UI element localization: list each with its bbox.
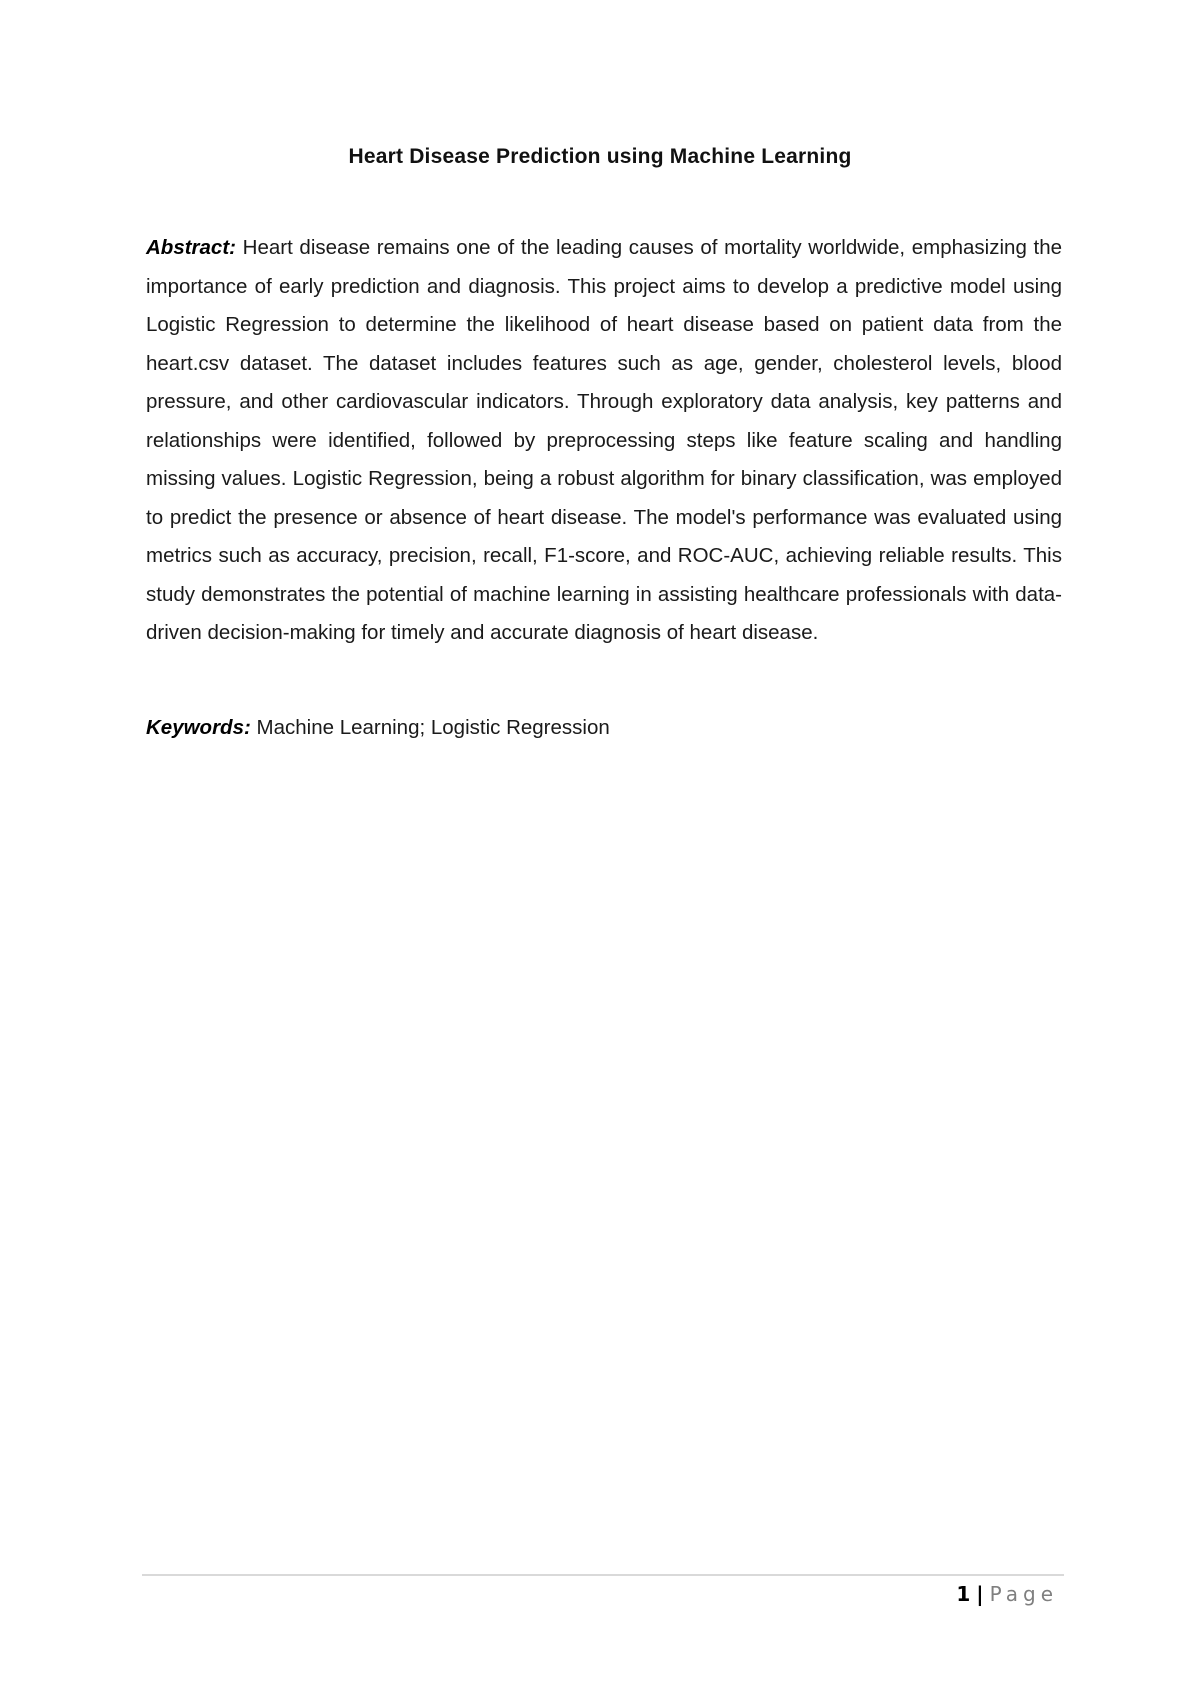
footer-separator: | [976, 1582, 984, 1606]
page-label: Page [989, 1582, 1058, 1606]
abstract-label: Abstract: [146, 236, 236, 259]
page-footer [956, 1582, 1058, 1606]
keywords-text: Machine Learning; Logistic Regression [256, 716, 610, 739]
keywords-label: Keywords: [146, 716, 251, 739]
page-number: 1 [956, 1582, 971, 1606]
footer-divider [142, 1574, 1064, 1576]
abstract-text: Heart disease remains one of the leading causes of mortality worldwide, emphasizing the importance of early prediction and diagnosis. This project aims to develop a predictive model using Logistic Regression to determine the likelihood of heart disease based on patient data from the heart.csv dataset. The dataset includes features such as age, gender, cholesterol levels, blood pressure, and other cardiovascular indicators. Through exploratory data analysis, key patterns and relationships were identified, followed by preprocessing steps like feature scaling and handling missing values. Logistic Regression, being a robust algorithm for binary classification, was employed to predict the presence or absence of heart disease. The model's performance was evaluated using metrics such as accuracy, precision, recall, F1-score, and ROC-AUC, achieving reliable results. This study demonstrates the potential of machine learning in assisting healthcare professionals with data-driven decision-making for timely and accurate diagnosis of heart disease. [146, 236, 1062, 644]
keywords-paragraph [146, 709, 1062, 747]
abstract-paragraph [146, 229, 1062, 653]
document-title: Heart Disease Prediction using Machine Learning [348, 145, 852, 168]
